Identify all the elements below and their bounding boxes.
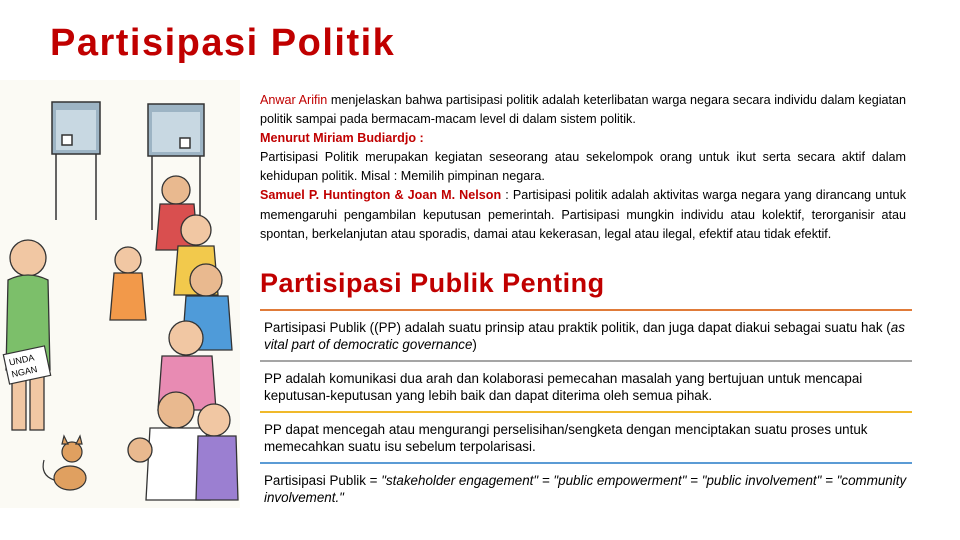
list-item-italic: "stakeholder engagement" = "public empowerment" = "public involvement" = "community involvement." [264,473,907,505]
list-item-text: PP adalah komunikasi dua arah dan kolaborasi pemecahan masalah yang bertujuan untuk mencapai keputusan-keputusan yang lebih baik dan dapat diterima oleh semua pihak. [264,371,863,403]
definition-budiardjo-text: Partisipasi Politik merupakan kegiatan seseorang atau sekelompok orang untuk ikut serta secara aktif dalam kehidupan politik. Misal : Memilih pimpinan negara. [260,150,906,184]
list-item [260,360,912,411]
section-subheading: Partisipasi Publik Penting [260,268,605,298]
definition-arifin [260,91,906,129]
list-item [260,309,912,360]
political-participation-definitions [260,91,906,244]
list-item-text: Partisipasi Publik = [264,473,382,488]
list-item-text-end: ) [472,337,477,352]
sign-text-line1: UNDA [8,352,36,368]
author-name-huntington: Samuel P. Huntington & Joan M. Nelson [260,188,502,203]
list-item-text: PP dapat mencegah atau mengurangi perselisihan/sengketa dengan menciptakan suatu proses untuk memecahkan suatu isu sebelum terpolarisasi. [264,422,868,454]
list-item-text: Partisipasi Publik ((PP) adalah suatu prinsip atau praktik politik, dan juga dapat diakui sebagai suatu hak ( [264,320,891,335]
public-participation-list [260,309,912,513]
list-item [260,411,912,462]
list-item [260,462,912,513]
definition-budiardjo-heading: Menurut Miriam Budiardjo : [260,131,424,146]
definition-arifin-text: menjelaskan bahwa partisipasi politik adalah keterlibatan warga negara secara individu dalam kegiatan politik sampai pada bermacam-macam level di dalam sistem politik. [260,93,907,127]
page-title: Partisipasi Politik [50,22,396,64]
author-name-arifin: Anwar Arifin [260,93,328,107]
list-item-italic: as vital part of democratic governance [264,320,905,352]
definition-huntington-text: : Partisipasi politik adalah aktivitas warga negara yang dirancang untuk memengaruhi pengambilan keputusan pemerintah. Partisipasi mungkin individu atau kolektif, terorganisir atau spontan, berkelanjutan atau sporadis, damai atau kekerasan, legal atau ilegal, efektif atau tidak efektif. [260,188,907,241]
sign-text-line2: NGAN [10,364,39,380]
voting-cartoon-illustration [0,80,240,508]
definition-huntington [260,186,906,243]
